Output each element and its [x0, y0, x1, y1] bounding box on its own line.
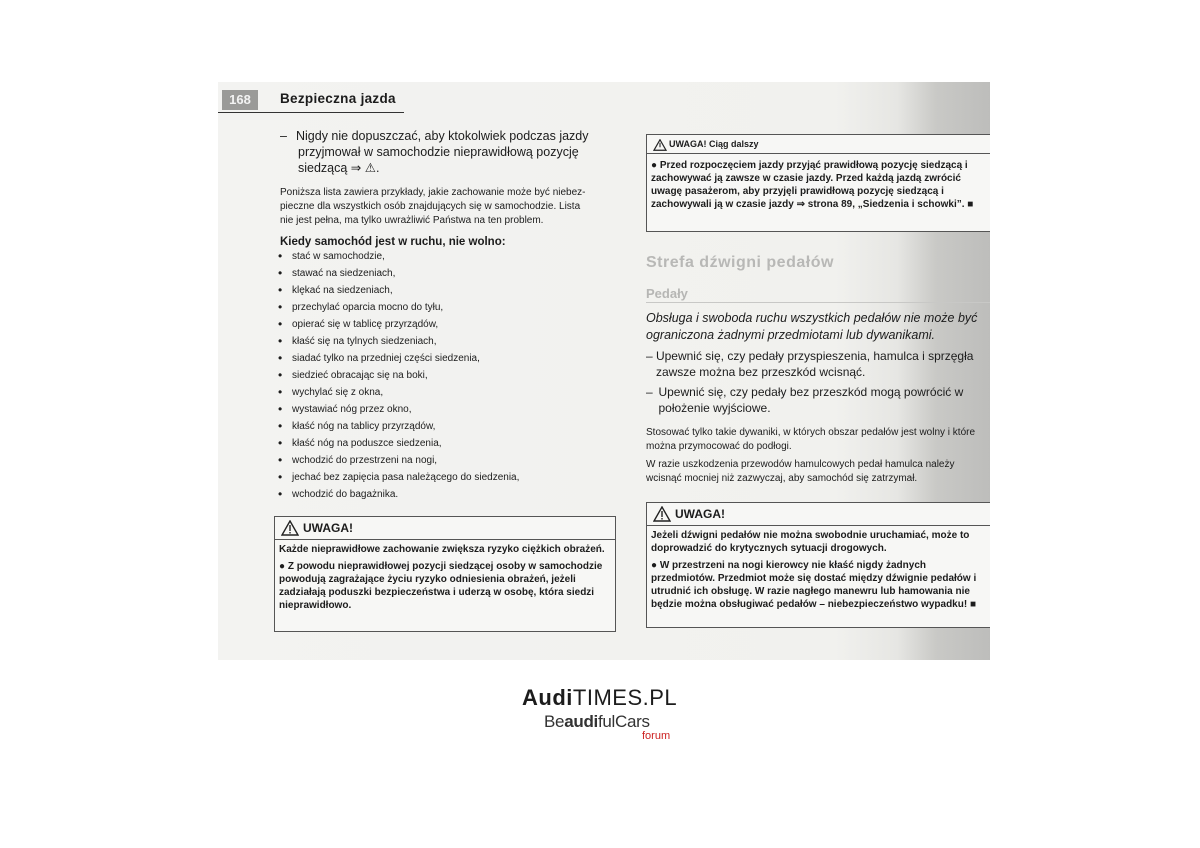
- page-header: [218, 90, 778, 110]
- warning-continued-title: UWAGA! Ciąg dalszy: [647, 135, 990, 154]
- intro-paragraph: [280, 186, 625, 228]
- list-item: • stać w samochodzie,: [274, 248, 619, 265]
- forum-label: forum: [642, 730, 671, 742]
- beaudifulcars-logo: [544, 712, 650, 732]
- list-item: • wchodzić do bagażnika.: [274, 486, 619, 503]
- list-item: • siadać tylko na przedniej części siedzenia,: [274, 350, 619, 367]
- brand-post-text: fulCars: [597, 712, 650, 731]
- pedals-steps: – Upewnić się, czy pedały przyspieszenia, hamulca i sprzęgła zawsze można bez przeszkód wcisnąć. – Upewnić się, czy pedały bez przeszkód mogą powrócić w położenie wyjściowe.: [646, 348, 986, 416]
- lead-line-1: Nigdy nie dopuszczać, aby ktokolwiek podczas jazdy: [296, 129, 589, 143]
- list-item: • klękać na siedzeniach,: [274, 282, 619, 299]
- step-text: Upewnić się, czy pedały bez przeszkód mogą powrócić w położenie wyjściowe.: [658, 385, 964, 415]
- warning-box-left: [274, 516, 616, 632]
- warning-box-right: [646, 502, 990, 628]
- logo-bold-text: Audi: [522, 685, 573, 710]
- warning-paragraph: ● Z powodu nieprawidłowej pozycji siedzącej osoby w samochodzie powodują zagrażające życiu ryzyko odniesienia obrażeń, jeżeli zadziałają poduszki bezpieczeństwa i uderzą w osobę, która siedzi nieprawidłowo.: [279, 561, 603, 611]
- pedals-intro: Obsługa i swoboda ruchu wszystkich pedałów nie może być ograniczona żadnymi przedmiotami lub dywanikami.: [646, 311, 978, 342]
- subsection-rule: [646, 302, 990, 303]
- warning-title: UWAGA!: [275, 517, 615, 540]
- audi-times-logo: [522, 685, 677, 711]
- list-item: • wchodzić do przestrzeni na nogi,: [274, 452, 619, 469]
- intro-line: nie jest pełna, ma tylko uwrażliwić Państwa na ten problem.: [280, 215, 544, 226]
- list-item: • jechać bez zapięcia pasa należącego do siedzenia,: [274, 469, 619, 486]
- lead-line-3: siedzącą ⇒ ⚠.: [298, 161, 380, 175]
- list-heading: Kiedy samochód jest w ruchu, nie wolno:: [280, 236, 506, 248]
- scanned-page: [218, 82, 990, 660]
- warning-title: UWAGA!: [647, 503, 990, 526]
- logo-rest-text: TIMES.PL: [572, 685, 678, 710]
- warning-body: [651, 529, 981, 615]
- intro-line: Poniższa lista zawiera przykłady, jakie zachowanie może być niebez-: [280, 187, 586, 198]
- list-item: • kłaść nóg na tablicy przyrządów,: [274, 418, 619, 435]
- section-title: Strefa dźwigni pedałów: [646, 254, 834, 271]
- list-item: • kłaść nóg na poduszce siedzenia,: [274, 435, 619, 452]
- list-item: • wychylać się z okna,: [274, 384, 619, 401]
- brand-mid-text: audi: [564, 712, 598, 731]
- warning-continued-body: ● Przed rozpoczęciem jazdy przyjąć prawidłową pozycję siedzącą i zachowywać ją zawsze w czasie jazdy. Przed każdą jazdą zwrócić uwagę pasażerom, aby przyjęli prawidłową pozycję siedzącą i zachowywali ją w czasie jazdy ⇒ strona 89, „Siedzenia i schowki”. ■: [651, 160, 974, 210]
- list-item: • kłaść się na tylnych siedzeniach,: [274, 333, 619, 350]
- list-item: • siedzieć obracając się na boki,: [274, 367, 619, 384]
- forbidden-list: [274, 248, 619, 503]
- list-item: • wystawiać nóg przez okno,: [274, 401, 619, 418]
- page-title: Bezpieczna jazda: [280, 91, 396, 106]
- warning-paragraph: Każde nieprawidłowe zachowanie zwiększa ryzyko ciężkich obrażeń.: [279, 544, 605, 555]
- pedals-paragraph: Stosować tylko takie dywaniki, w których obszar pedałów jest wolny i które można przymocować do podłogi.: [646, 427, 976, 452]
- list-item: • opierać się w tablicę przyrządów,: [274, 316, 619, 333]
- brand-pre-text: Be: [544, 712, 565, 731]
- warning-paragraph: ● W przestrzeni na nogi kierowcy nie kłaść nigdy żadnych przedmiotów. Przedmiot może się dostać między dźwignie pedałów i utrudnić ich obsługę. W razie nagłego manewru lub hamowania nie będzie można obsługiwać pedałów – niebezpieczeństwo wypadku! ■: [651, 560, 977, 610]
- list-item: • stawać na siedzeniach,: [274, 265, 619, 282]
- warning-body: [279, 543, 611, 616]
- lead-instruction: – Nigdy nie dopuszczać, aby ktokolwiek podczas jazdy przyjmował w samochodzie nieprawidłową pozycję siedzącą ⇒ ⚠.: [280, 128, 620, 176]
- list-item: • przechylać oparcia mocno do tyłu,: [274, 299, 619, 316]
- intro-line: pieczne dla wszystkich osób znajdujących się w samochodzie. Lista: [280, 201, 581, 212]
- header-rule: [218, 112, 404, 113]
- lead-line-2: przyjmował w samochodzie nieprawidłową pozycję: [298, 145, 579, 159]
- warning-box-continued: [646, 134, 990, 232]
- warning-paragraph: Jeżeli dźwigni pedałów nie można swobodnie uruchamiać, może to doprowadzić do krytycznych sytuacji drogowych.: [651, 530, 970, 554]
- pedals-paragraph: W razie uszkodzenia przewodów hamulcowych pedał hamulca należy wcisnąć mocniej niż zazwyczaj, aby samochód się zatrzymał.: [646, 459, 955, 484]
- page-number: 168: [222, 90, 258, 110]
- subsection-title: Pedały: [646, 286, 688, 301]
- step-text: Upewnić się, czy pedały przyspieszenia, hamulca i sprzęgła zawsze można bez przeszkód wcisnąć.: [655, 349, 974, 379]
